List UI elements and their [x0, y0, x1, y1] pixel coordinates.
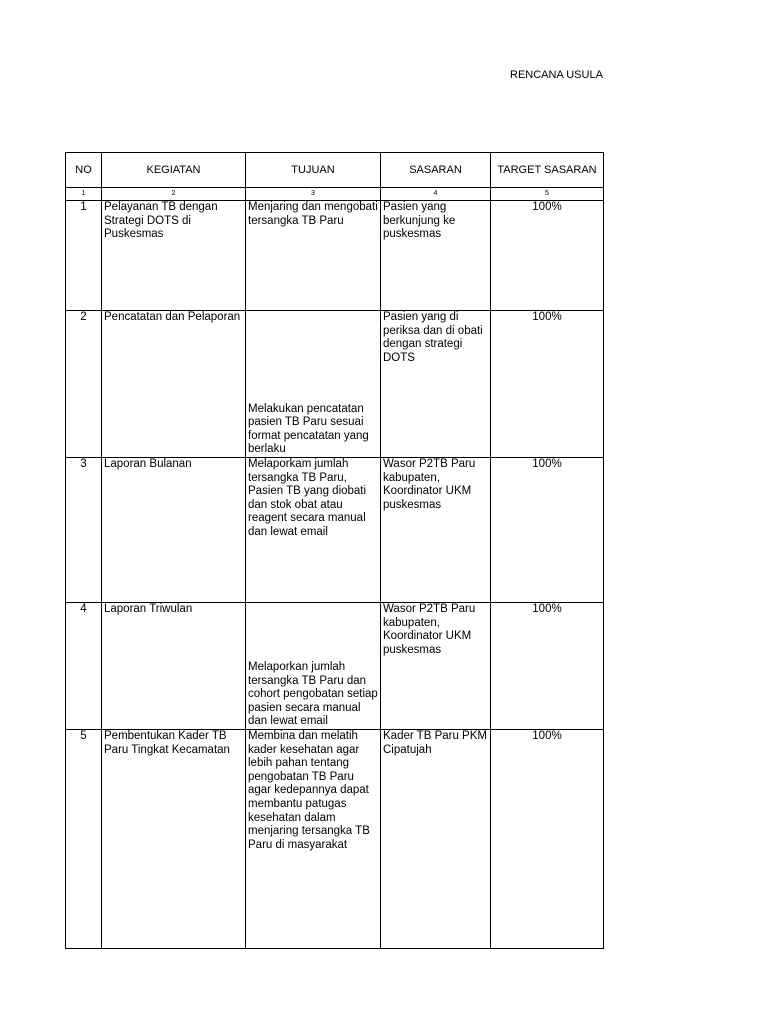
- kegiatan-cell: [102, 603, 246, 730]
- row-number: 2: [66, 311, 102, 458]
- sasaran-cell: [381, 311, 491, 458]
- target-cell: 100%: [491, 730, 604, 949]
- kegiatan-cell: [102, 311, 246, 458]
- column-number: 4: [381, 188, 491, 201]
- header-target-sasaran: TARGET SASARAN: [491, 153, 604, 188]
- kegiatan-text: Pembentukan Kader TB Paru Tingkat Kecamatan: [104, 730, 230, 756]
- kegiatan-text: Laporan Triwulan: [104, 603, 193, 615]
- sasaran-text: Pasien yang di periksa dan di obati dengan strategi DOTS: [383, 311, 483, 364]
- target-cell: 100%: [491, 311, 604, 458]
- table-row: [66, 201, 604, 311]
- table-row: [66, 458, 604, 603]
- table-row: [66, 730, 604, 949]
- tujuan-text: Menjaring dan mengobati tersangka TB Paru: [248, 201, 378, 227]
- row-number: 4: [66, 603, 102, 730]
- tujuan-text: Melaporkan jumlah tersangka TB Paru dan cohort pengobatan setiap pasien secara manual dan lewat email: [248, 661, 378, 728]
- sasaran-text: Wasor P2TB Paru kabupaten, Koordinator UKM puskesmas: [383, 458, 476, 511]
- tujuan-cell: [246, 311, 381, 458]
- target-cell: 100%: [491, 201, 604, 311]
- tujuan-text: Membina dan melatih kader kesehatan agar lebih pahan tentang pengobatan TB Paru agar kedepannya dapat membantu patugas kesehatan dalam menjaring tersangka TB Paru di masyarakat: [248, 730, 370, 851]
- sasaran-cell: [381, 730, 491, 949]
- tujuan-text: Melaporkam jumlah tersangka TB Paru, Pasien TB yang diobati dan stok obat atau reagent secara manual dan lewat email: [248, 458, 367, 538]
- tujuan-cell: [246, 603, 381, 730]
- column-number-row: [66, 188, 604, 201]
- table-row: [66, 311, 604, 458]
- row-number: 3: [66, 458, 102, 603]
- sasaran-cell: [381, 201, 491, 311]
- tujuan-cell: [246, 730, 381, 949]
- kegiatan-text: Pelayanan TB dengan Strategi DOTS di Puskesmas: [104, 201, 218, 241]
- column-number: 2: [102, 188, 246, 201]
- kegiatan-text: Pencatatan dan Pelaporan: [104, 311, 241, 323]
- column-number: 5: [491, 188, 604, 201]
- kegiatan-text: Laporan Bulanan: [104, 458, 192, 470]
- target-cell: 100%: [491, 603, 604, 730]
- plan-table: [65, 152, 604, 949]
- sasaran-cell: [381, 458, 491, 603]
- tujuan-cell: [246, 201, 381, 311]
- kegiatan-cell: [102, 730, 246, 949]
- header-kegiatan: KEGIATAN: [102, 153, 246, 188]
- sasaran-text: Kader TB Paru PKM Cipatujah: [383, 730, 487, 756]
- header-sasaran: SASARAN: [381, 153, 491, 188]
- header-row: [66, 153, 604, 188]
- header-no: NO: [66, 153, 102, 188]
- tujuan-cell: [246, 458, 381, 603]
- target-cell: 100%: [491, 458, 604, 603]
- header-tujuan: TUJUAN: [246, 153, 381, 188]
- row-number: 5: [66, 730, 102, 949]
- column-number: 1: [66, 188, 102, 201]
- tujuan-text: Melakukan pencatatan pasien TB Paru sesuai format pencatatan yang berlaku: [248, 402, 369, 456]
- column-number: 3: [246, 188, 381, 201]
- table-row: [66, 603, 604, 730]
- sasaran-text: Pasien yang berkunjung ke puskesmas: [383, 201, 456, 241]
- sasaran-cell: [381, 603, 491, 730]
- row-number: 1: [66, 201, 102, 311]
- kegiatan-cell: [102, 458, 246, 603]
- document-title: RENCANA USULA: [510, 69, 603, 81]
- kegiatan-cell: [102, 201, 246, 311]
- sasaran-text: Wasor P2TB Paru kabupaten, Koordinator UKM puskesmas: [383, 603, 476, 656]
